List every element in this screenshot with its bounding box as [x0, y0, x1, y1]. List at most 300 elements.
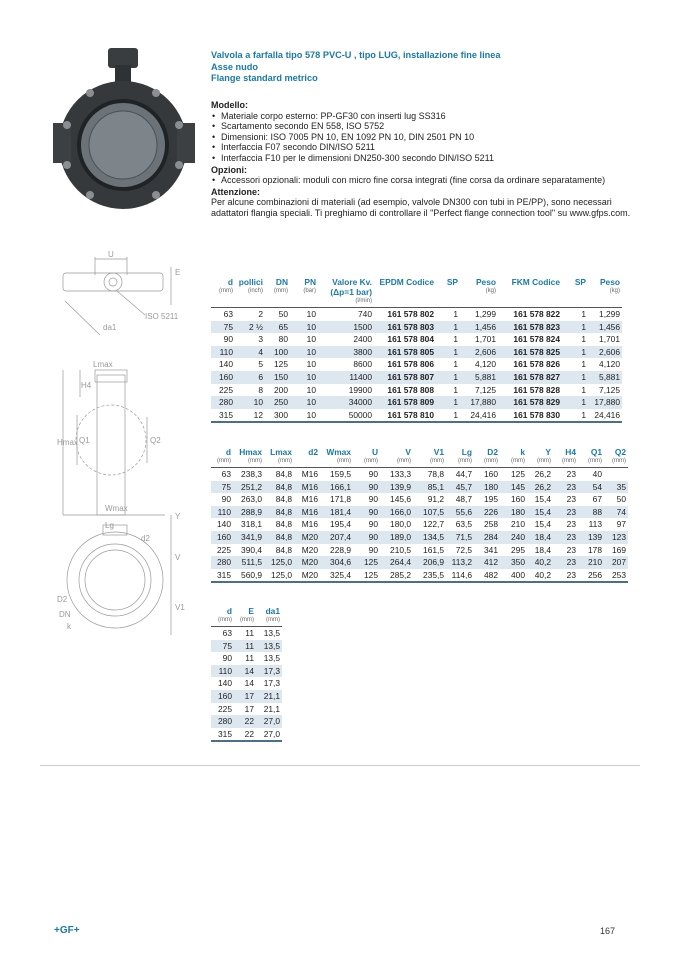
table-cell: 1 [453, 309, 458, 319]
iso-label: ISO 5211 [145, 312, 179, 321]
table-cell: 90 [223, 334, 233, 345]
table-row [211, 652, 282, 665]
column-header-label: Valore Kv. (Δp=1 bar) [330, 277, 372, 297]
table-cell: 8 [258, 384, 263, 395]
dim-h4-label: H4 [81, 381, 92, 390]
table-cell: 161 578 804 [387, 334, 434, 345]
table-cell: 10 [290, 346, 318, 359]
table-cell: 181,4 [320, 506, 353, 519]
dim-y-label: Y [175, 512, 181, 521]
column-header-label: V [405, 447, 411, 457]
column-unit: (mm) [266, 617, 280, 623]
table-cell: 5,881 [588, 371, 622, 384]
table-cell: 7,125 [475, 384, 496, 395]
table-cell: 10 [290, 409, 318, 423]
table-cell: 1 [436, 396, 460, 409]
column-header-label: Hmax [239, 447, 262, 457]
table-row [211, 627, 282, 640]
table-cell: 225 [217, 544, 231, 555]
table-cell: 280 [211, 715, 234, 728]
table-cell: 161 578 803 [374, 321, 436, 334]
table-cell: 125,0 [264, 569, 294, 583]
table-cell: 74 [604, 506, 628, 519]
column-unit: (mm) [248, 458, 262, 464]
table-cell: 44,7 [455, 469, 472, 479]
table-cell: 10 [306, 384, 316, 395]
table-cell: 7,125 [599, 384, 620, 395]
table-cell: 45,7 [446, 481, 474, 494]
table-cell: 200 [274, 384, 288, 395]
table-cell: 23 [553, 506, 578, 519]
table-cell: 2 [258, 309, 263, 319]
table-cell: 206,9 [413, 556, 446, 569]
table-cell: 256 [578, 569, 604, 583]
table-cell: 90 [353, 531, 380, 544]
column-header [290, 277, 318, 308]
column-header [265, 277, 290, 308]
dim-v1-label: V1 [175, 603, 185, 612]
table-cell: 84,8 [264, 531, 294, 544]
table-cell: 26,2 [534, 469, 551, 479]
table-cell: 400 [500, 569, 527, 583]
column-unit: (mm) [364, 458, 378, 464]
table-cell: 40,2 [527, 556, 553, 569]
table-row [211, 556, 628, 569]
list-item: • Dimensioni: ISO 7005 PN 10, EN 1092 PN 10, DIN 2501 PN 10 [211, 132, 631, 143]
dim-e-label: E [175, 268, 181, 277]
table-cell: 1 [562, 346, 588, 359]
table-cell: 1500 [318, 321, 374, 334]
table-cell: 160 [211, 371, 235, 384]
opzioni-list [211, 175, 631, 186]
table-cell: 280 [211, 556, 233, 569]
table-cell: 1 [581, 384, 586, 395]
table-row [211, 703, 282, 716]
table-row [211, 690, 282, 703]
table-cell: 1 [581, 309, 586, 319]
page-number: 167 [600, 926, 616, 936]
table-cell: 225 [218, 703, 232, 714]
table-cell: 350 [500, 556, 527, 569]
table-cell: 90 [353, 506, 380, 519]
table-cell: 24,416 [460, 409, 498, 423]
valve-product-image [45, 45, 205, 220]
table-cell: 161 578 829 [498, 396, 562, 409]
column-header-label: V1 [433, 447, 444, 457]
table-cell: 1,299 [475, 309, 496, 319]
column-unit: (mm) [217, 458, 231, 464]
column-header [446, 447, 474, 468]
table-cell: 207,4 [320, 531, 353, 544]
column-header [500, 447, 527, 468]
table-cell: 23 [553, 569, 578, 583]
table-row [211, 518, 628, 531]
column-header-label: Lmax [270, 447, 292, 457]
table-cell: 78,8 [427, 469, 444, 479]
table-cell: 304,6 [320, 556, 353, 569]
dim-q2-label: Q2 [150, 436, 161, 445]
table-cell: 13,5 [256, 640, 282, 653]
dim-q1-label: Q1 [79, 436, 90, 445]
table-row [211, 665, 282, 678]
dim-hmax-label: Hmax [57, 438, 78, 447]
table-cell: 160 [211, 690, 234, 703]
product-title-block [211, 50, 500, 85]
column-unit: (mm) [562, 458, 576, 464]
column-unit: (mm) [218, 617, 232, 623]
table-cell: 1 [436, 346, 460, 359]
table-cell: 122,7 [423, 519, 444, 530]
table-cell: 84,8 [264, 481, 294, 494]
table-cell: 84,8 [264, 506, 294, 519]
table-cell: 40 [592, 469, 602, 479]
column-unit: (mm) [219, 288, 233, 294]
table-cell: 1 [562, 321, 588, 334]
column-header [320, 447, 353, 468]
table-cell: 166,1 [320, 481, 353, 494]
column-unit: (l/min) [355, 298, 372, 304]
table-cell: 114,6 [446, 569, 474, 583]
table-cell: 14 [234, 665, 256, 678]
table-cell: 1,299 [599, 309, 620, 319]
table-cell: 3800 [318, 346, 374, 359]
table-cell: 250 [265, 396, 290, 409]
table-cell: 63,5 [455, 519, 472, 530]
table-cell: 23 [566, 494, 576, 505]
product-info [211, 99, 631, 219]
modello-list [211, 111, 631, 164]
table-cell: 341 [484, 544, 498, 555]
table-cell: 315 [211, 728, 234, 742]
table-cell: 1,701 [599, 334, 620, 345]
column-header-label: PN [304, 277, 316, 287]
table-cell: 125 [353, 569, 380, 583]
table-cell: 23 [566, 544, 576, 555]
table-row [211, 715, 282, 728]
table-cell: 263,0 [241, 494, 262, 505]
table-cell: 161 578 802 [387, 309, 434, 319]
table-cell: 97 [616, 519, 626, 530]
dim-lmax-label: Lmax [93, 360, 113, 369]
column-header-label: d2 [308, 447, 318, 457]
table-cell: 12 [235, 409, 265, 423]
table-cell: 2 ½ [235, 321, 265, 334]
flange-dimensions-table [211, 606, 282, 742]
table-cell: 63 [221, 469, 231, 479]
column-header-label: FKM Codice [511, 277, 560, 287]
table-cell: 80 [278, 334, 288, 345]
table-cell: 161 578 825 [498, 346, 562, 359]
table-cell: 65 [265, 321, 290, 334]
table-cell: 125 [511, 469, 525, 479]
table-cell: 125 [353, 556, 380, 569]
dim-wmax-label: Wmax [105, 504, 128, 513]
table-cell: 150 [265, 371, 290, 384]
column-header [264, 447, 294, 468]
column-header [256, 606, 282, 627]
table-cell: 412 [474, 556, 500, 569]
table-cell: 169 [612, 544, 626, 555]
dim-dn-label: DN [59, 610, 71, 619]
dim-k-label: k [67, 622, 71, 631]
table-cell: 10 [306, 334, 316, 345]
table-cell: 84,8 [275, 494, 292, 505]
table-cell: 13,5 [263, 653, 280, 664]
table-cell: 210 [578, 556, 604, 569]
table-cell: 166,0 [380, 506, 413, 519]
table-cell: 54 [578, 481, 604, 494]
column-header-label: U [371, 447, 378, 457]
table-row [211, 677, 282, 690]
dim-u-label: U [108, 250, 114, 259]
table-cell: 21,1 [256, 690, 282, 703]
table-cell: 235,5 [413, 569, 446, 583]
table-cell: M16 [301, 494, 318, 505]
table-cell: M16 [301, 519, 318, 530]
table-cell: 140 [219, 359, 233, 370]
table-row [211, 493, 628, 506]
product-subtitle: Flange standard metrico [211, 73, 318, 83]
table-cell: 226 [474, 506, 500, 519]
table-cell: M16 [294, 506, 320, 519]
table-row [211, 396, 622, 409]
table-row [211, 481, 628, 494]
column-header [211, 447, 233, 468]
table-cell: 161 578 808 [387, 384, 434, 395]
table-row [211, 371, 622, 384]
table-cell: 161 578 828 [513, 384, 560, 395]
table-cell: M20 [294, 531, 320, 544]
table-cell: 40,2 [527, 569, 553, 583]
table-cell: 75 [211, 640, 234, 653]
table-cell: 195 [484, 494, 498, 505]
table-cell: 5 [258, 359, 263, 370]
table-cell: 72,5 [455, 544, 472, 555]
column-unit: (mm) [430, 458, 444, 464]
table-cell: 107,5 [413, 506, 446, 519]
column-header [380, 447, 413, 468]
table-cell: 100 [265, 346, 290, 359]
table-row [211, 531, 628, 544]
column-unit: (inch) [247, 288, 263, 294]
table-cell: 195,4 [330, 519, 351, 530]
column-header [588, 277, 622, 308]
column-unit: (mm) [484, 458, 498, 464]
table-cell: 1 [562, 396, 588, 409]
table-cell: 161,5 [423, 544, 444, 555]
table-cell: 13,5 [263, 628, 280, 638]
table-cell: 34000 [318, 396, 374, 409]
column-unit: (mm) [278, 458, 292, 464]
table-cell: 17,880 [460, 396, 498, 409]
table-cell: 8600 [353, 359, 372, 370]
table-cell: 14 [244, 678, 254, 689]
attenzione-heading: Attenzione: [211, 186, 260, 197]
table-cell: 140 [217, 519, 231, 530]
table-cell: 159,5 [330, 469, 351, 479]
column-header [235, 277, 265, 308]
table-cell: 15,4 [534, 494, 551, 505]
column-header-label: DN [275, 277, 288, 287]
table-cell: 160 [484, 469, 498, 479]
table-cell: 10 [290, 321, 318, 334]
table-row [211, 544, 628, 557]
table-row [211, 308, 622, 321]
table-cell: 284 [474, 531, 500, 544]
table-cell: 23 [553, 481, 578, 494]
column-header [294, 447, 320, 468]
table-row [211, 333, 622, 346]
table-cell: 161 578 830 [498, 409, 562, 423]
column-unit: (mm) [511, 458, 525, 464]
table-cell: 85,1 [413, 481, 446, 494]
table-cell: 1 [453, 334, 458, 345]
table-cell: 110 [211, 506, 233, 519]
column-unit: (bar) [303, 288, 316, 294]
table-cell: 90 [222, 653, 232, 664]
column-unit: (mm) [458, 458, 472, 464]
table-cell: 228,9 [330, 544, 351, 555]
table-row [211, 728, 282, 742]
column-header [211, 606, 234, 627]
table-cell: M20 [301, 544, 318, 555]
table-cell: 10 [306, 309, 316, 319]
table-cell: 161 578 824 [513, 334, 560, 345]
table-cell: 560,9 [233, 569, 264, 583]
table-cell: 161 578 809 [374, 396, 436, 409]
table-cell: 17,880 [588, 396, 622, 409]
table-cell: 22 [234, 728, 256, 742]
table-cell: 264,4 [380, 556, 413, 569]
column-header-label: E [248, 606, 254, 616]
column-unit: (mm) [537, 458, 551, 464]
list-item: • Accessori opzionali: moduli con micro fine corsa integrati (fine corsa da ordinare separatamente) [211, 175, 631, 186]
column-header [413, 447, 446, 468]
table-row [211, 358, 622, 371]
table-cell: 180 [500, 506, 527, 519]
table-row [211, 569, 628, 583]
table-cell: 285,2 [380, 569, 413, 583]
table-cell: 90 [368, 469, 378, 479]
table-cell: 55,6 [446, 506, 474, 519]
table-cell: 26,2 [527, 481, 553, 494]
table-cell: 125,0 [264, 556, 294, 569]
table-cell: 482 [474, 569, 500, 583]
table-cell: 90 [353, 481, 380, 494]
table-cell: 1 [581, 334, 586, 345]
table-cell: 4,120 [599, 359, 620, 370]
column-header-label: d [225, 447, 231, 457]
table-cell: 10 [235, 396, 265, 409]
table-cell: 161 578 827 [498, 371, 562, 384]
table-cell: 315 [211, 569, 233, 583]
table-cell: 5,881 [460, 371, 498, 384]
column-header [318, 277, 374, 308]
table-row [211, 640, 282, 653]
column-header-label: Peso [475, 277, 496, 287]
table-cell: 17 [244, 703, 254, 714]
column-header-label: k [520, 447, 525, 457]
table-cell: 125 [274, 359, 288, 370]
table-cell: 145 [500, 481, 527, 494]
column-header [436, 277, 460, 308]
table-cell: 134,5 [413, 531, 446, 544]
table-cell: 160 [211, 531, 233, 544]
list-item: • Materiale corpo esterno: PP-GF30 con inserti lug SS316 [211, 111, 631, 122]
table-cell: 139 [578, 531, 604, 544]
product-subtitle: Asse nudo [211, 61, 258, 72]
table-cell: 63 [222, 628, 232, 638]
table-cell: M20 [294, 556, 320, 569]
table-cell: 15,4 [527, 506, 553, 519]
table-cell: 160 [511, 494, 525, 505]
table-cell: 17,3 [256, 665, 282, 678]
table-cell: 110 [211, 346, 235, 359]
table-cell: 238,3 [241, 469, 262, 479]
table-cell: 161 578 805 [374, 346, 436, 359]
column-header-label: SP [446, 277, 458, 287]
table-cell: 288,9 [233, 506, 264, 519]
modello-heading: Modello: [211, 100, 248, 110]
column-header [553, 447, 578, 468]
table-cell: 11400 [318, 371, 374, 384]
table-cell: 10 [290, 396, 318, 409]
column-header [233, 447, 264, 468]
column-header-label: d [226, 606, 232, 616]
column-header [474, 447, 500, 468]
table-cell: 161 578 807 [374, 371, 436, 384]
table-row [211, 346, 622, 359]
column-header-label: d [227, 277, 233, 287]
table-cell: 4 [235, 346, 265, 359]
table-cell: 1,456 [588, 321, 622, 334]
table-cell [604, 468, 628, 481]
table-cell: 15,4 [534, 519, 551, 530]
table-cell: 88 [578, 506, 604, 519]
table-cell: 3 [258, 334, 263, 345]
column-header-label: Q1 [590, 447, 602, 457]
table-cell: 2400 [353, 334, 372, 345]
table-cell: 140 [218, 678, 232, 689]
table-cell: 161 578 826 [513, 359, 560, 370]
column-header [234, 606, 256, 627]
table-cell: 161 578 822 [513, 309, 560, 319]
table-cell: 19900 [348, 384, 372, 395]
table-cell: 210,5 [390, 544, 411, 555]
column-header [211, 277, 235, 308]
table-cell: 18,4 [534, 544, 551, 555]
table-cell: 210 [511, 519, 525, 530]
column-header-label: H4 [565, 447, 576, 457]
table-cell: 1 [453, 359, 458, 370]
table-cell: 110 [211, 665, 234, 678]
table-cell: 207 [604, 556, 628, 569]
table-row [211, 384, 622, 397]
table-cell: 27,0 [256, 715, 282, 728]
gf-logo: +GF+ [54, 925, 80, 936]
table-cell: 145,6 [390, 494, 411, 505]
table-cell: 23 [553, 556, 578, 569]
dim-d2-label: d2 [141, 534, 150, 543]
table-cell: 91,2 [427, 494, 444, 505]
dim-v-label: V [175, 553, 181, 562]
table-cell: 24,416 [588, 409, 622, 423]
table-cell: 90 [368, 494, 378, 505]
footer-divider [40, 765, 640, 766]
table-cell: 71,5 [446, 531, 474, 544]
dimensions-table [211, 447, 628, 583]
table-cell: 90 [368, 519, 378, 530]
